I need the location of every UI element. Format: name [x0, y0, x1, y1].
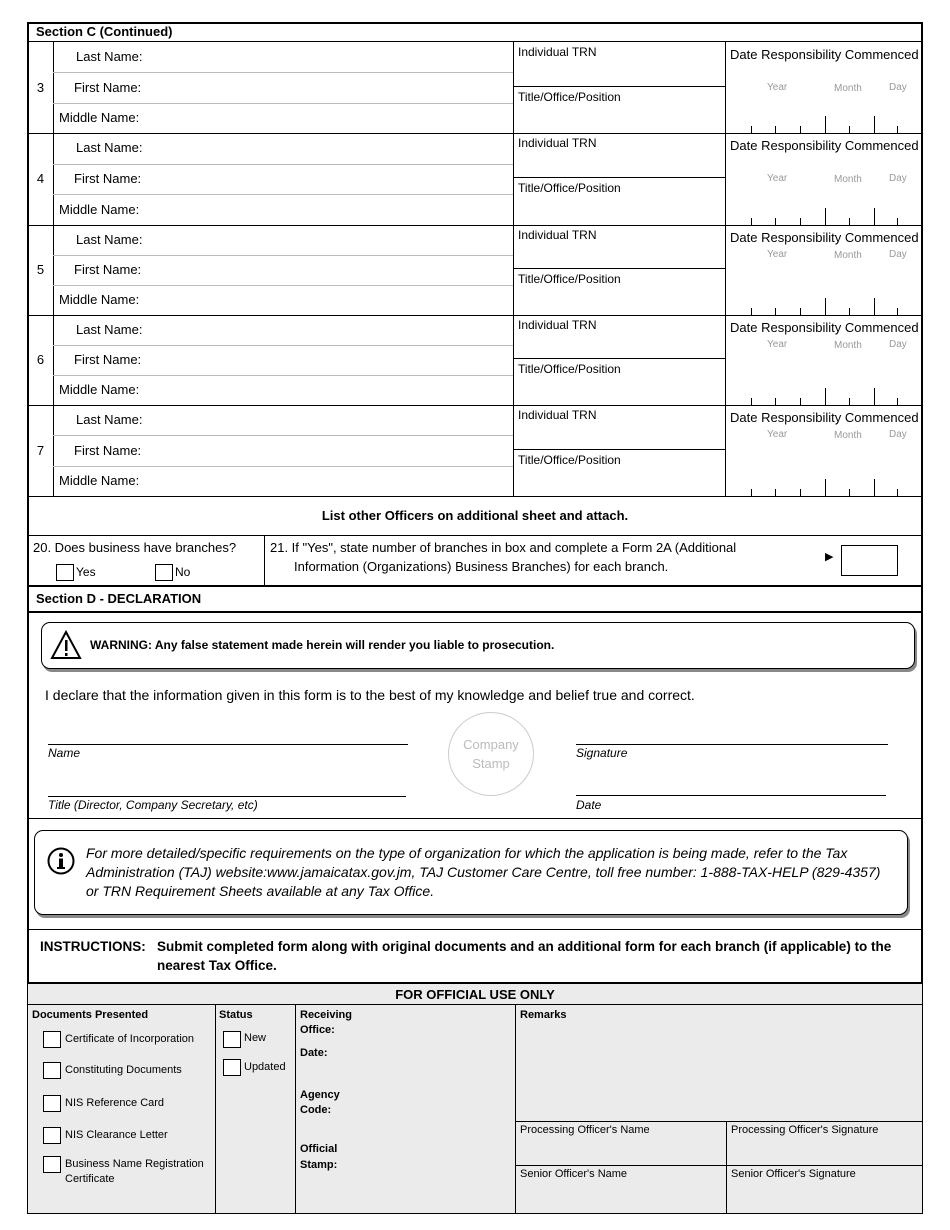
divider [215, 1004, 216, 1213]
doc-label: NIS Clearance Letter [65, 1129, 168, 1141]
date-tick [800, 398, 801, 405]
middle-name-label: Middle Name: [59, 382, 140, 397]
doc-checkbox-constituting[interactable] [43, 1062, 61, 1079]
date-tick [825, 116, 826, 133]
divider [27, 1004, 923, 1005]
declaration-text: I declare that the information given in this form is to the best of my knowledge and belief true and correct. [45, 687, 695, 703]
date-tick [751, 218, 752, 225]
first-name-label: First Name: [74, 79, 142, 95]
official-stamp-label-1: Official [300, 1143, 338, 1155]
date-tick [751, 398, 752, 405]
divider [515, 1004, 516, 1213]
arrow-icon: ▶ [825, 551, 834, 563]
status-new-label: New [244, 1032, 267, 1044]
divider [27, 585, 923, 587]
no-checkbox[interactable] [155, 564, 173, 581]
instructions-line2: nearest Tax Office. [157, 958, 277, 973]
status-updated-checkbox[interactable] [223, 1059, 241, 1076]
date-tick [825, 479, 826, 496]
senior-officer-name-label: Senior Officer's Name [520, 1168, 628, 1180]
yes-label: Yes [76, 565, 96, 579]
divider [27, 929, 923, 930]
divider [515, 1165, 923, 1166]
title-input[interactable] [514, 197, 725, 224]
divider [53, 405, 54, 496]
q21-line1: 21. If "Yes", state number of branches in box and complete a Form 2A (Additional [270, 540, 737, 555]
q21-line2: Information (Organizations) Business Branches) for each branch. [294, 559, 669, 574]
q20-label: 20. Does business have branches? [33, 540, 237, 555]
day-label: Day [889, 249, 907, 260]
doc-label: Certificate [65, 1173, 115, 1185]
date-commenced-label: Date Responsibility Commenced [730, 320, 919, 335]
officer-row [27, 225, 923, 315]
doc-label: NIS Reference Card [65, 1097, 165, 1109]
row-number: 4 [36, 171, 45, 186]
stamp-line2: Stamp [472, 756, 510, 771]
company-stamp-circle [448, 712, 534, 796]
middle-name-input[interactable] [147, 375, 512, 405]
date-commenced-input[interactable] [726, 64, 921, 133]
date-tick [825, 388, 826, 405]
middle-name-label: Middle Name: [59, 472, 140, 488]
month-label: Month [834, 340, 862, 351]
doc-checkbox-incorporation[interactable] [43, 1031, 61, 1048]
status-updated-label: Updated [244, 1061, 286, 1073]
doc-label: Certificate of Incorporation [65, 1033, 195, 1045]
last-name-label: Last Name: [76, 412, 143, 428]
info-icon [46, 846, 76, 876]
row-number: 7 [36, 442, 45, 458]
last-name-label: Last Name: [76, 322, 143, 337]
day-label: Day [889, 82, 907, 93]
first-name-label: First Name: [74, 171, 142, 186]
date-commenced-label: Date Responsibility Commenced [730, 47, 919, 62]
middle-name-label: Middle Name: [59, 201, 140, 217]
receiving-office-label-1: Receiving [300, 1009, 352, 1021]
date-tick [775, 398, 776, 405]
title-label: Title/Office/Position [518, 453, 621, 467]
date-tick [775, 218, 776, 225]
middle-name-input[interactable] [147, 285, 512, 315]
date-tick [849, 218, 850, 225]
last-name-input[interactable] [147, 42, 512, 72]
row-number: 5 [36, 262, 45, 277]
instructions-line1: Submit completed form along with original documents and an additional form for each branch (if applicable) to the [157, 939, 892, 954]
month-label: Month [834, 174, 862, 185]
first-name-input[interactable] [147, 72, 512, 102]
divider [27, 818, 923, 819]
date-tick [874, 479, 875, 496]
last-name-label: Last Name: [76, 140, 143, 156]
trn-label: Individual TRN [518, 45, 597, 59]
date-tick [775, 489, 776, 496]
middle-name-label: Middle Name: [59, 292, 140, 307]
info-line2: Administration (TAJ) website:www.jamaicatax.gov.jm, TAJ Customer Care Centre, toll free number: 1-888-TAX-HELP (829-4357) [86, 864, 881, 880]
first-name-label: First Name: [74, 442, 142, 458]
date-tick [825, 208, 826, 225]
agency-code-label-1: Agency [300, 1089, 340, 1101]
trn-input[interactable] [514, 243, 725, 268]
trn-input[interactable] [514, 333, 725, 358]
first-name-input[interactable] [147, 164, 512, 195]
divider [513, 268, 725, 269]
doc-label: Business Name Registration [65, 1158, 204, 1170]
middle-name-input[interactable] [147, 466, 512, 496]
last-name-label: Last Name: [76, 49, 143, 65]
year-label: Year [767, 429, 788, 440]
trn-input[interactable] [514, 151, 725, 177]
date-tick [874, 116, 875, 133]
date-tick [897, 489, 898, 496]
trn-input[interactable] [514, 423, 725, 449]
row-number: 6 [36, 352, 45, 367]
date-tick [800, 218, 801, 225]
date-tick [897, 126, 898, 133]
date-commenced-input[interactable] [726, 247, 921, 315]
date-tick [800, 126, 801, 133]
date-tick [874, 298, 875, 315]
trn-label: Individual TRN [518, 318, 597, 332]
documents-header: Documents Presented [32, 1009, 149, 1021]
status-header: Status [219, 1009, 253, 1021]
date-tick [775, 308, 776, 315]
name-line[interactable] [48, 744, 408, 745]
row-number: 3 [36, 79, 45, 95]
divider [513, 86, 725, 87]
year-label: Year [767, 249, 788, 260]
date-field-label: Date: [300, 1047, 328, 1059]
title-input[interactable] [514, 288, 725, 314]
trn-label: Individual TRN [518, 408, 597, 422]
year-label: Year [767, 339, 788, 350]
date-tick [825, 298, 826, 315]
officer-row [27, 405, 923, 496]
official-use-title: FOR OFFICIAL USE ONLY [395, 987, 555, 1002]
title-label: Title/Office/Position [518, 90, 621, 104]
year-label: Year [767, 82, 788, 93]
day-label: Day [889, 339, 907, 350]
trn-label: Individual TRN [518, 228, 597, 242]
day-label: Day [889, 173, 907, 184]
date-tick [897, 218, 898, 225]
date-tick [897, 398, 898, 405]
trn-input[interactable] [514, 60, 725, 86]
stamp-line1: Company [463, 737, 519, 752]
section-c-title: Section C (Continued) [36, 24, 173, 39]
divider [53, 315, 54, 405]
title-label: Title (Director, Company Secretary, etc) [48, 798, 258, 812]
doc-checkbox-nis-letter[interactable] [43, 1127, 61, 1144]
divider [53, 42, 54, 133]
divider [513, 358, 725, 359]
last-name-input[interactable] [147, 133, 512, 164]
date-tick [751, 489, 752, 496]
divider [264, 535, 265, 585]
date-tick [849, 398, 850, 405]
instructions-label: INSTRUCTIONS: [40, 939, 146, 954]
date-tick [897, 308, 898, 315]
first-name-input[interactable] [147, 435, 512, 465]
divider [27, 982, 923, 984]
divider [513, 449, 725, 450]
section-d-title: Section D - DECLARATION [36, 591, 202, 606]
info-line1: For more detailed/specific requirements on the type of organization for which the application is being made, refer to the Tax [86, 845, 848, 861]
date-tick [849, 126, 850, 133]
name-label: Name [48, 746, 81, 760]
other-officers-note: List other Officers on additional sheet and attach. [321, 508, 629, 523]
doc-checkbox-business-name[interactable] [43, 1156, 61, 1173]
divider [515, 1121, 923, 1122]
last-name-input[interactable] [147, 315, 512, 345]
title-input[interactable] [514, 469, 725, 495]
divider [295, 1004, 296, 1213]
officer-row [27, 42, 923, 133]
doc-checkbox-nis-card[interactable] [43, 1095, 61, 1112]
official-stamp-label-2: Stamp: [300, 1159, 338, 1171]
month-label: Month [834, 250, 862, 261]
first-name-label: First Name: [74, 262, 142, 277]
last-name-label: Last Name: [76, 232, 143, 247]
divider [726, 1121, 727, 1213]
info-line3: or TRN Requirement Sheets available at any Tax Office. [86, 883, 435, 899]
month-label: Month [834, 83, 862, 94]
agency-code-label-2: Code: [300, 1104, 332, 1116]
date-label: Date [576, 798, 602, 812]
last-name-input[interactable] [147, 225, 512, 255]
divider [27, 496, 923, 497]
date-commenced-label: Date Responsibility Commenced [730, 138, 919, 153]
divider [513, 177, 725, 178]
title-input[interactable] [514, 106, 725, 132]
day-label: Day [889, 429, 907, 440]
signature-line[interactable] [576, 744, 888, 745]
last-name-input[interactable] [147, 405, 512, 435]
middle-name-input[interactable] [147, 103, 512, 133]
date-commenced-label: Date Responsibility Commenced [730, 230, 919, 245]
date-commenced-input[interactable] [726, 427, 921, 496]
remarks-label: Remarks [520, 1009, 567, 1021]
first-name-input[interactable] [147, 345, 512, 375]
date-tick [849, 308, 850, 315]
date-tick [751, 308, 752, 315]
date-commenced-input[interactable] [726, 155, 921, 225]
date-commenced-label: Date Responsibility Commenced [730, 410, 919, 425]
no-label: No [175, 565, 191, 579]
yes-checkbox[interactable] [56, 564, 74, 581]
date-tick [849, 489, 850, 496]
divider [53, 225, 54, 315]
title-label: Title/Office/Position [518, 272, 621, 286]
proc-officer-name-label: Processing Officer's Name [520, 1124, 650, 1136]
title-line[interactable] [48, 796, 406, 797]
date-tick [751, 126, 752, 133]
year-label: Year [767, 173, 788, 184]
officer-row [27, 315, 923, 405]
proc-officer-sig-label: Processing Officer's Signature [731, 1124, 879, 1136]
date-commenced-input[interactable] [726, 337, 921, 405]
middle-name-input[interactable] [147, 194, 512, 225]
date-tick [800, 308, 801, 315]
officer-row [27, 133, 923, 225]
title-input[interactable] [514, 378, 725, 404]
divider [27, 611, 923, 613]
signature-label: Signature [576, 746, 628, 760]
branch-count-input[interactable] [841, 545, 898, 576]
divider [53, 133, 54, 225]
title-label: Title/Office/Position [518, 362, 621, 376]
divider [27, 535, 923, 536]
month-label: Month [834, 430, 862, 441]
first-name-label: First Name: [74, 352, 142, 367]
date-tick [800, 489, 801, 496]
trn-label: Individual TRN [518, 136, 597, 150]
first-name-input[interactable] [147, 255, 512, 285]
date-tick [874, 388, 875, 405]
date-tick [775, 126, 776, 133]
date-line[interactable] [576, 795, 886, 796]
warning-icon [50, 630, 82, 660]
senior-officer-sig-label: Senior Officer's Signature [731, 1168, 856, 1180]
warning-text: WARNING: Any false statement made herein will render you liable to prosecution. [90, 638, 555, 652]
middle-name-label: Middle Name: [59, 109, 140, 125]
status-new-checkbox[interactable] [223, 1031, 241, 1048]
receiving-office-label-2: Office: [300, 1024, 335, 1036]
doc-label: Constituting Documents [65, 1064, 182, 1076]
date-tick [874, 208, 875, 225]
title-label: Title/Office/Position [518, 181, 621, 195]
